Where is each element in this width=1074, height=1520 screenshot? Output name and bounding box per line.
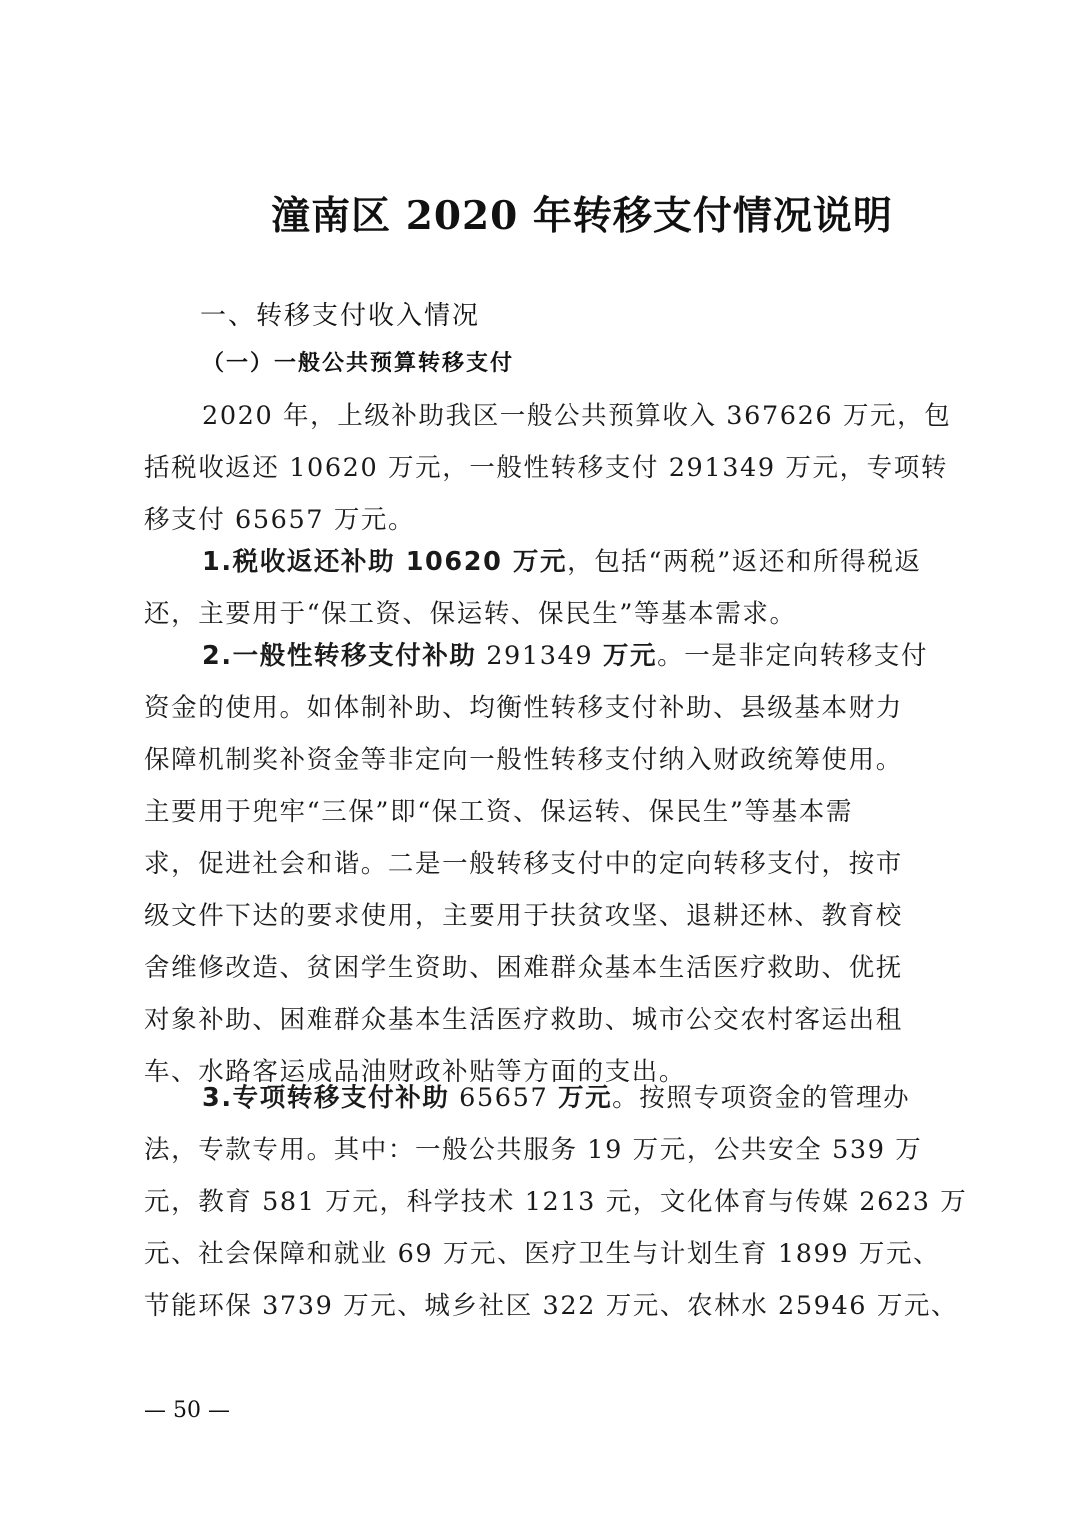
subsection-heading: （一）一般公共预算转移支付 [202,351,515,376]
paragraph-special-transfer [144,1072,968,1332]
section-heading: 一、转移支付收入情况 [200,301,481,331]
paragraph-line: 法，专款专用。其中：一般公共服务 19 万元，公共安全 539 万 [144,1135,923,1165]
paragraph-first-line [144,536,944,588]
bold-lead-text: 3.专项转移支付补助 [202,1083,450,1113]
paragraph-line: 保障机制奖补资金等非定向一般性转移支付纳入财政统筹使用。 [144,745,903,775]
line-text: ，包括“两税”返还和所得税返 [567,547,922,577]
paragraph-line: 节能环保 3739 万元、城乡社区 322 万元、农林水 25946 万元、 [144,1291,959,1321]
bold-unit-text: 万元 [557,1083,613,1113]
paragraph-first-line [144,630,944,682]
paragraph-line: 2020 年，上级补助我区一般公共预算收入 367626 万元，包 [202,401,952,431]
line-text: 。一是非定向转移支付 [657,641,929,671]
paragraph-line: 移支付 65657 万元。 [144,505,416,535]
paragraph-line: 还，主要用于“保工资、保运转、保民生”等基本需求。 [144,599,797,629]
amount-text: 291349 [476,641,603,671]
paragraph-line: 求，促进社会和谐。二是一般转移支付中的定向转移支付，按市 [144,849,903,879]
paragraph-line: 元、社会保障和就业 69 万元、医疗卫生与计划生育 1899 万元、 [144,1239,941,1269]
paragraph-revenue-summary [144,390,952,546]
bold-lead-text: 2.一般性转移支付补助 [202,641,477,671]
paragraph-general-transfer [144,630,944,1098]
paragraph-line: 括税收返还 10620 万元，一般性转移支付 291349 万元，专项转 [144,453,948,483]
amount-text: 65657 [449,1083,558,1113]
paragraph-line: 对象补助、困难群众基本生活医疗救助、城市公交农村客运出租 [144,1005,903,1035]
paragraph-line: 级文件下达的要求使用，主要用于扶贫攻坚、退耕还林、教育校 [144,901,903,931]
paragraph-tax-return [144,536,944,640]
paragraph-first-line [144,1072,944,1124]
document-title: 潼南区 2020 年转移支付情况说明 [271,193,893,239]
paragraph-line: 资金的使用。如体制补助、均衡性转移支付补助、县级基本财力 [144,693,903,723]
paragraph-line: 舍维修改造、贫困学生资助、困难群众基本生活医疗救助、优抚 [144,953,903,983]
paragraph-line: 元，教育 581 万元，科学技术 1213 元，文化体育与传媒 2623 万 [144,1187,968,1217]
page-number: — 50 — [144,1398,230,1423]
bold-lead-text: 1.税收返还补助 10620 万元 [202,547,568,577]
line-text: 。按照专项资金的管理办 [612,1083,911,1113]
bold-unit-text: 万元 [602,641,658,671]
paragraph-line: 主要用于兜牢“三保”即“保工资、保运转、保民生”等基本需 [144,797,853,827]
paragraph-line: 车、水路客运成品油财政补贴等方面的支出。 [144,1057,687,1087]
